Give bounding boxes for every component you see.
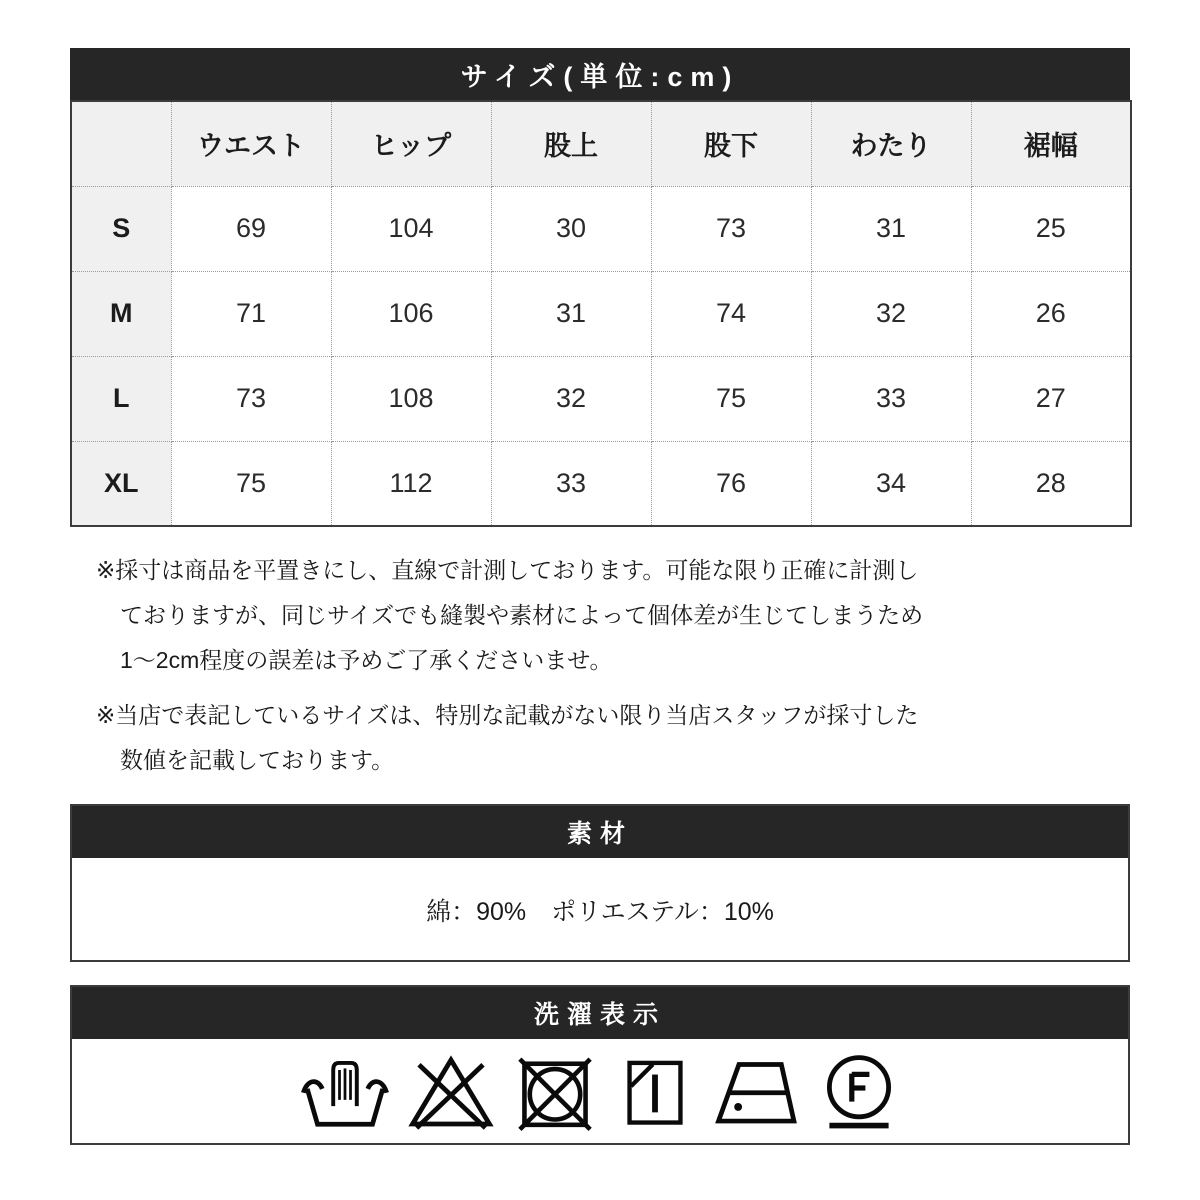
col-header-inseam: 股下 bbox=[651, 101, 811, 186]
size-table-header-row bbox=[71, 101, 1131, 186]
col-header-thigh: わたり bbox=[811, 101, 971, 186]
size-row-m bbox=[71, 271, 1131, 356]
size-table-section bbox=[70, 48, 1130, 527]
material-content: 綿：90% ポリエステル：10% bbox=[426, 898, 774, 926]
note-line: 数値を記載しております。 bbox=[120, 747, 395, 773]
size-value-cell: 106 bbox=[331, 271, 491, 356]
do-not-tumble-dry-icon bbox=[513, 1052, 597, 1132]
corner-cell bbox=[71, 101, 171, 186]
size-row-l bbox=[71, 356, 1131, 441]
size-value-cell: 71 bbox=[171, 271, 331, 356]
size-value-cell: 33 bbox=[811, 356, 971, 441]
size-table-title: サイズ(単位:cm) bbox=[460, 61, 740, 92]
col-header-hem: 裾幅 bbox=[971, 101, 1131, 186]
hand-wash-icon bbox=[301, 1052, 389, 1132]
note-line: ※当店で表記しているサイズは、特別な記載がない限り当店スタッフが採寸した bbox=[96, 702, 919, 728]
col-header-hip: ヒップ bbox=[331, 101, 491, 186]
dry-clean-petroleum-gentle-icon bbox=[819, 1052, 899, 1132]
size-value-cell: 28 bbox=[971, 441, 1131, 526]
size-value-cell: 75 bbox=[651, 356, 811, 441]
note-line: ておりますが、同じサイズでも縫製や素材によって個体差が生じてしまうため bbox=[120, 602, 924, 628]
do-not-bleach-icon bbox=[407, 1052, 495, 1132]
size-value-cell: 73 bbox=[171, 356, 331, 441]
size-value-cell: 25 bbox=[971, 186, 1131, 271]
size-value-cell: 32 bbox=[491, 356, 651, 441]
size-value-cell: 108 bbox=[331, 356, 491, 441]
size-value-cell: 32 bbox=[811, 271, 971, 356]
size-label: S bbox=[71, 186, 171, 271]
col-header-rise: 股上 bbox=[491, 101, 651, 186]
size-row-s bbox=[71, 186, 1131, 271]
size-value-cell: 33 bbox=[491, 441, 651, 526]
size-label: XL bbox=[71, 441, 171, 526]
material-title: 素材 bbox=[566, 820, 633, 848]
size-value-cell: 26 bbox=[971, 271, 1131, 356]
material-section bbox=[70, 804, 1130, 962]
size-value-cell: 69 bbox=[171, 186, 331, 271]
size-value-cell: 73 bbox=[651, 186, 811, 271]
size-value-cell: 104 bbox=[331, 186, 491, 271]
note-line: ※採寸は商品を平置きにし、直線で計測しております。可能な限り正確に計測し bbox=[96, 557, 919, 583]
laundry-title: 洗濯表示 bbox=[533, 1001, 666, 1029]
col-header-waist: ウエスト bbox=[171, 101, 331, 186]
material-body bbox=[72, 858, 1128, 962]
laundry-section bbox=[70, 985, 1130, 1145]
size-row-xl bbox=[71, 441, 1131, 526]
size-value-cell: 31 bbox=[491, 271, 651, 356]
material-title-bar bbox=[72, 806, 1128, 858]
size-value-cell: 74 bbox=[651, 271, 811, 356]
note-measurement-method bbox=[96, 548, 986, 683]
size-value-cell: 27 bbox=[971, 356, 1131, 441]
size-value-cell: 34 bbox=[811, 441, 971, 526]
size-table-title-bar bbox=[70, 48, 1130, 100]
size-table bbox=[70, 100, 1132, 527]
laundry-icons-row bbox=[72, 1039, 1128, 1145]
size-value-cell: 76 bbox=[651, 441, 811, 526]
line-dry-in-shade-icon bbox=[615, 1052, 695, 1132]
size-value-cell: 30 bbox=[491, 186, 651, 271]
size-label: L bbox=[71, 356, 171, 441]
iron-low-temp-icon bbox=[713, 1052, 801, 1132]
note-staff-measured bbox=[96, 693, 986, 783]
size-value-cell: 112 bbox=[331, 441, 491, 526]
size-value-cell: 31 bbox=[811, 186, 971, 271]
size-label: M bbox=[71, 271, 171, 356]
size-value-cell: 75 bbox=[171, 441, 331, 526]
note-line: 1〜2cm程度の誤差は予めご了承くださいませ。 bbox=[120, 647, 613, 673]
laundry-title-bar bbox=[72, 987, 1128, 1039]
